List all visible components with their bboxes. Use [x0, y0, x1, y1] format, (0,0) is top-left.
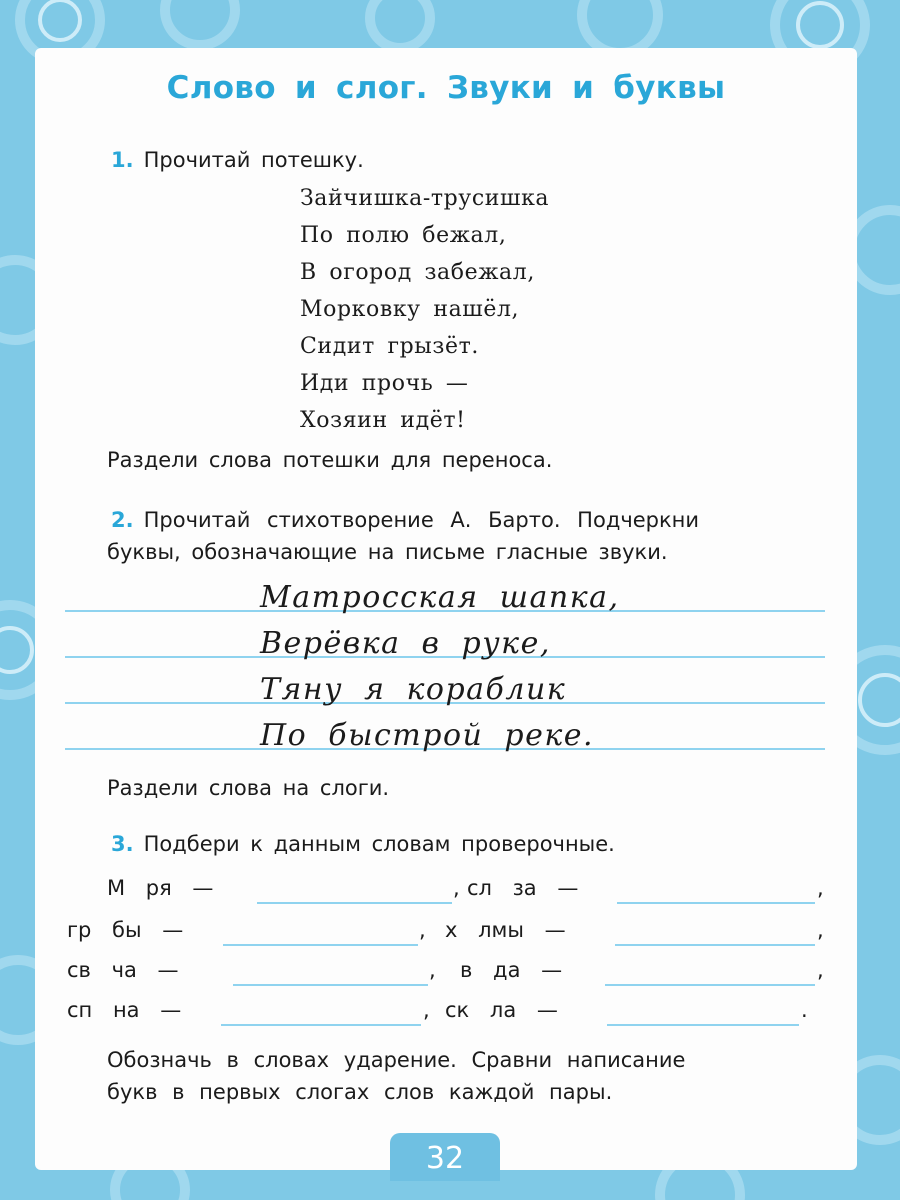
word-with-gap: св ча —: [67, 958, 179, 982]
exercise-1-heading: [111, 148, 364, 172]
word-with-gap: сп на —: [67, 998, 182, 1022]
answer-blank[interactable]: [617, 902, 815, 904]
answer-blank[interactable]: [607, 1024, 799, 1026]
comma: ,: [419, 918, 426, 942]
poem-line: Морковку нашёл,: [300, 297, 520, 322]
answer-blank[interactable]: [615, 944, 815, 946]
word-with-gap: х лмы —: [445, 918, 566, 942]
comma: ,: [817, 958, 824, 982]
exercise-3-instruction: Подбери к данным словам проверочные.: [143, 832, 615, 856]
word-with-gap: гр бы —: [67, 918, 184, 942]
comma: ,: [429, 958, 436, 982]
handwritten-line: Матросская шапка,: [260, 580, 620, 615]
comma: ,: [817, 918, 824, 942]
poem-line: По полю бежал,: [300, 223, 507, 248]
poem-line: В огород забежал,: [300, 260, 535, 285]
comma: ,: [817, 876, 824, 900]
answer-blank[interactable]: [605, 984, 815, 986]
exercise-2-heading: [111, 508, 699, 532]
page-title: Слово и слог. Звуки и буквы: [166, 70, 726, 106]
answer-blank[interactable]: [233, 984, 428, 986]
word-with-gap: М ря —: [107, 876, 214, 900]
exercise-2-task: Раздели слова на слоги.: [107, 776, 390, 800]
exercise-1-instruction: Прочитай потешку.: [143, 148, 364, 172]
comma: ,: [423, 998, 430, 1022]
exercise-3-task-line1: Обозначь в словах ударение. Сравни написание: [107, 1048, 686, 1072]
word-with-gap: ск ла —: [445, 998, 558, 1022]
answer-blank[interactable]: [221, 1024, 421, 1026]
poem-line: Хозяин идёт!: [300, 408, 466, 433]
exercise-number: 3.: [111, 832, 134, 856]
answer-blank[interactable]: [257, 902, 452, 904]
exercise-number: 1.: [111, 148, 134, 172]
poem-line: Иди прочь —: [300, 371, 469, 396]
exercise-3-task-line2: букв в первых слогах слов каждой пары.: [107, 1080, 613, 1104]
exercise-2-instruction-line1: Прочитай стихотворение А. Барто. Подчеркни: [143, 508, 700, 532]
exercise-1-task: Раздели слова потешки для переноса.: [107, 448, 553, 472]
exercise-number: 2.: [111, 508, 134, 532]
nursery-rhyme: [300, 180, 549, 439]
handwritten-line: По быстрой реке.: [260, 718, 595, 753]
word-with-gap: сл за —: [467, 876, 579, 900]
workbook-page: [35, 48, 857, 1176]
comma: ,: [453, 876, 460, 900]
poem-line: Сидит грызёт.: [300, 334, 479, 359]
period: .: [801, 998, 808, 1022]
answer-blank[interactable]: [223, 944, 418, 946]
exercise-3-heading: [111, 832, 615, 856]
word-with-gap: в да —: [460, 958, 563, 982]
poem-line: Зайчишка-трусишка: [300, 186, 550, 211]
handwritten-line: Верёвка в руке,: [260, 626, 551, 661]
page-number: 32: [390, 1133, 500, 1181]
handwritten-line: Тяну я кораблик: [260, 672, 567, 707]
exercise-2-instruction-line2: буквы, обозначающие на письме гласные звуки.: [107, 540, 668, 564]
